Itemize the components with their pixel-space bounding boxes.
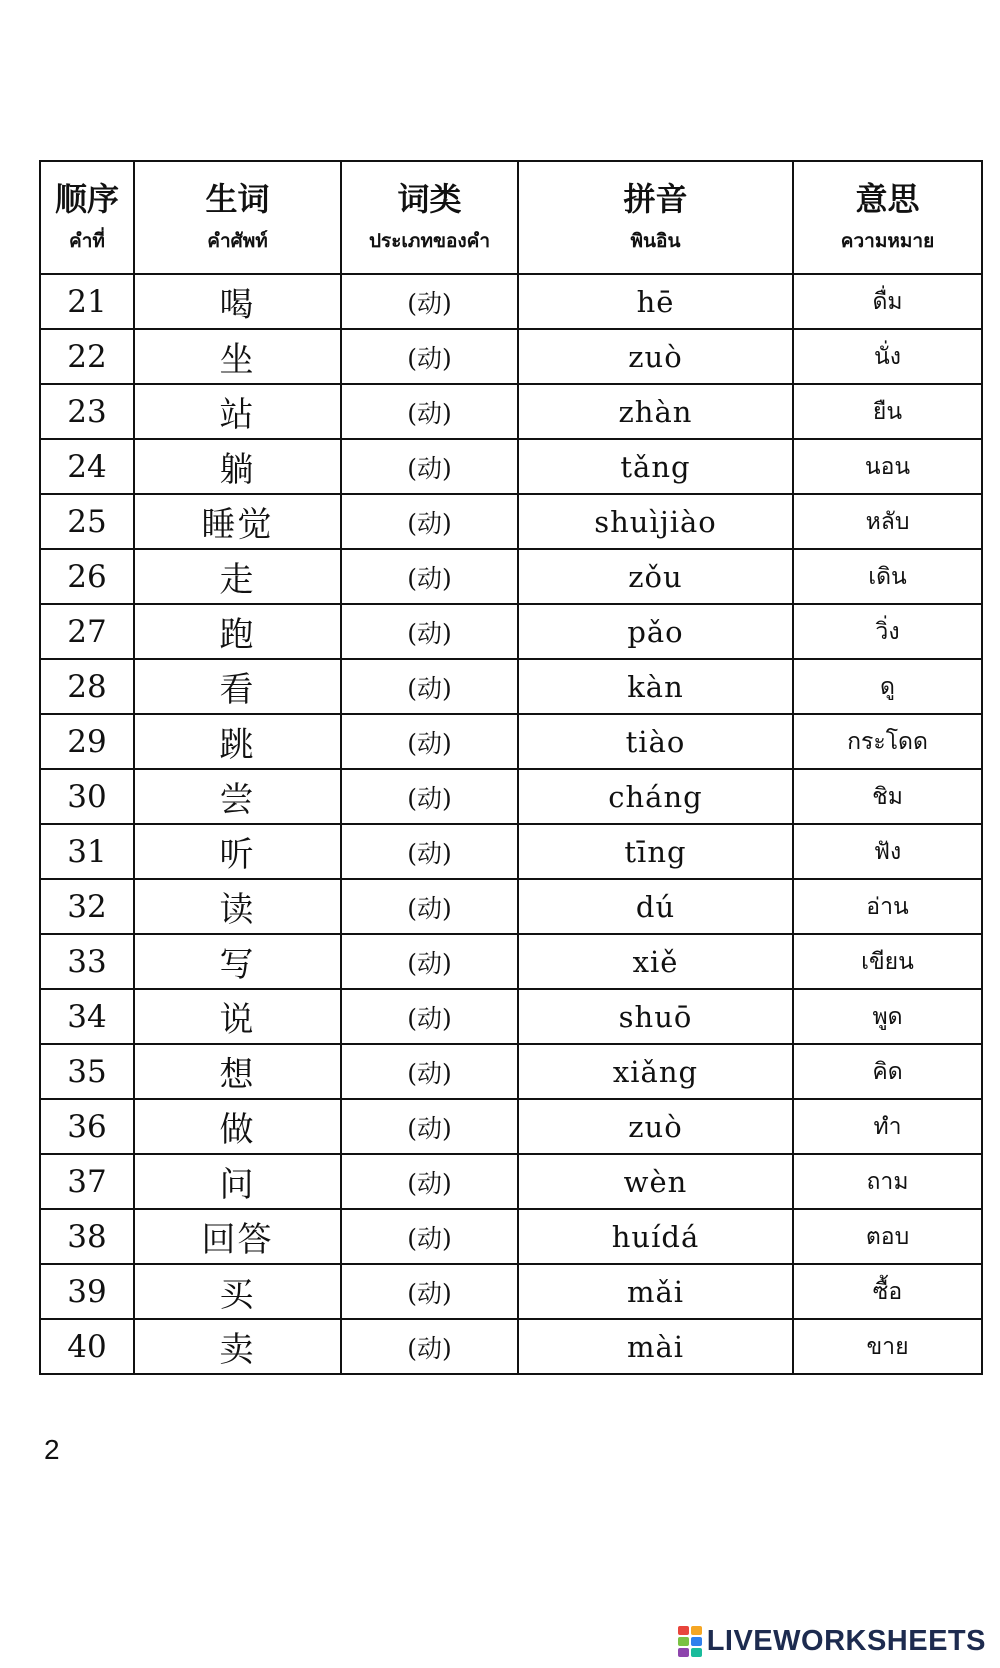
liveworksheets-logo-icon bbox=[678, 1626, 702, 1658]
row-pinyin: huídá bbox=[518, 1209, 793, 1264]
row-number: 25 bbox=[40, 494, 134, 549]
row-number: 34 bbox=[40, 989, 134, 1044]
row-pinyin: zhàn bbox=[518, 384, 793, 439]
row-number: 28 bbox=[40, 659, 134, 714]
row-part-of-speech: (动) bbox=[341, 1044, 518, 1099]
header-pinyin-cn: 拼音 bbox=[623, 179, 688, 218]
row-word: 跑 bbox=[134, 604, 341, 659]
row-meaning: พูด bbox=[793, 989, 982, 1044]
row-part-of-speech: (动) bbox=[341, 274, 518, 329]
row-number: 40 bbox=[40, 1319, 134, 1374]
row-word: 站 bbox=[134, 384, 341, 439]
table-header-row bbox=[40, 161, 982, 274]
row-part-of-speech: (动) bbox=[341, 1154, 518, 1209]
row-word: 走 bbox=[134, 549, 341, 604]
row-pinyin: hē bbox=[518, 274, 793, 329]
row-meaning: เดิน bbox=[793, 549, 982, 604]
row-number: 31 bbox=[40, 824, 134, 879]
row-part-of-speech: (动) bbox=[341, 494, 518, 549]
row-part-of-speech: (动) bbox=[341, 384, 518, 439]
row-word: 坐 bbox=[134, 329, 341, 384]
row-number: 36 bbox=[40, 1099, 134, 1154]
row-part-of-speech: (动) bbox=[341, 1264, 518, 1319]
row-pinyin: pǎo bbox=[518, 604, 793, 659]
row-number: 23 bbox=[40, 384, 134, 439]
row-pinyin: zǒu bbox=[518, 549, 793, 604]
row-pinyin: tǎng bbox=[518, 439, 793, 494]
row-meaning: เขียน bbox=[793, 934, 982, 989]
row-pinyin: kàn bbox=[518, 659, 793, 714]
row-number: 24 bbox=[40, 439, 134, 494]
table-row bbox=[40, 274, 982, 329]
table-row bbox=[40, 494, 982, 549]
row-meaning: คิด bbox=[793, 1044, 982, 1099]
row-meaning: ดื่ม bbox=[793, 274, 982, 329]
table-row bbox=[40, 714, 982, 769]
table-row bbox=[40, 934, 982, 989]
table-row bbox=[40, 439, 982, 494]
row-part-of-speech: (动) bbox=[341, 549, 518, 604]
row-part-of-speech: (动) bbox=[341, 934, 518, 989]
row-number: 39 bbox=[40, 1264, 134, 1319]
row-word: 读 bbox=[134, 879, 341, 934]
header-word-cn: 生词 bbox=[205, 179, 270, 218]
row-meaning: นอน bbox=[793, 439, 982, 494]
row-number: 22 bbox=[40, 329, 134, 384]
row-meaning: หลับ bbox=[793, 494, 982, 549]
row-meaning: นั่ง bbox=[793, 329, 982, 384]
header-pos-cn: 词类 bbox=[397, 179, 462, 218]
row-number: 21 bbox=[40, 274, 134, 329]
vocabulary-table bbox=[39, 160, 983, 1375]
row-word: 听 bbox=[134, 824, 341, 879]
row-part-of-speech: (动) bbox=[341, 1209, 518, 1264]
header-meaning bbox=[793, 161, 982, 274]
table-row bbox=[40, 879, 982, 934]
table-row bbox=[40, 1209, 982, 1264]
row-word: 看 bbox=[134, 659, 341, 714]
row-pinyin: shuìjiào bbox=[518, 494, 793, 549]
row-part-of-speech: (动) bbox=[341, 824, 518, 879]
row-part-of-speech: (动) bbox=[341, 989, 518, 1044]
row-word: 睡觉 bbox=[134, 494, 341, 549]
row-pinyin: dú bbox=[518, 879, 793, 934]
row-number: 27 bbox=[40, 604, 134, 659]
row-part-of-speech: (动) bbox=[341, 1099, 518, 1154]
row-part-of-speech: (动) bbox=[341, 714, 518, 769]
row-number: 30 bbox=[40, 769, 134, 824]
row-meaning: ตอบ bbox=[793, 1209, 982, 1264]
row-word: 回答 bbox=[134, 1209, 341, 1264]
brand-name: LIVEWORKSHEETS bbox=[706, 1625, 986, 1657]
header-meaning-th: ความหมาย bbox=[840, 229, 935, 252]
row-pinyin: xiǎng bbox=[518, 1044, 793, 1099]
row-part-of-speech: (动) bbox=[341, 439, 518, 494]
row-number: 37 bbox=[40, 1154, 134, 1209]
liveworksheets-brand[interactable] bbox=[678, 1625, 986, 1658]
table-row bbox=[40, 1264, 982, 1319]
row-word: 买 bbox=[134, 1264, 341, 1319]
table-row bbox=[40, 989, 982, 1044]
row-number: 38 bbox=[40, 1209, 134, 1264]
header-meaning-cn: 意思 bbox=[855, 179, 920, 218]
table-row bbox=[40, 1154, 982, 1209]
header-pinyin-th: พินอิน bbox=[630, 229, 681, 252]
row-word: 说 bbox=[134, 989, 341, 1044]
table-row bbox=[40, 659, 982, 714]
header-pos bbox=[341, 161, 518, 274]
header-order bbox=[40, 161, 134, 274]
row-number: 35 bbox=[40, 1044, 134, 1099]
row-part-of-speech: (动) bbox=[341, 769, 518, 824]
row-pinyin: wèn bbox=[518, 1154, 793, 1209]
row-pinyin: tīng bbox=[518, 824, 793, 879]
row-pinyin: xiě bbox=[518, 934, 793, 989]
row-part-of-speech: (动) bbox=[341, 604, 518, 659]
row-word: 跳 bbox=[134, 714, 341, 769]
row-word: 卖 bbox=[134, 1319, 341, 1374]
header-word-th: คำศัพท์ bbox=[207, 229, 268, 252]
row-pinyin: zuò bbox=[518, 1099, 793, 1154]
row-pinyin: zuò bbox=[518, 329, 793, 384]
row-meaning: ชิม bbox=[793, 769, 982, 824]
row-meaning: อ่าน bbox=[793, 879, 982, 934]
table-row bbox=[40, 549, 982, 604]
table-row bbox=[40, 329, 982, 384]
table-row bbox=[40, 604, 982, 659]
row-meaning: ยืน bbox=[793, 384, 982, 439]
header-order-th: คำที่ bbox=[69, 229, 105, 252]
row-word: 喝 bbox=[134, 274, 341, 329]
row-meaning: กระโดด bbox=[793, 714, 982, 769]
row-part-of-speech: (动) bbox=[341, 659, 518, 714]
header-word bbox=[134, 161, 341, 274]
row-pinyin: cháng bbox=[518, 769, 793, 824]
table-row bbox=[40, 769, 982, 824]
row-meaning: วิ่ง bbox=[793, 604, 982, 659]
row-meaning: ฟัง bbox=[793, 824, 982, 879]
row-word: 写 bbox=[134, 934, 341, 989]
table-row bbox=[40, 1044, 982, 1099]
row-pinyin: mài bbox=[518, 1319, 793, 1374]
row-meaning: ซื้อ bbox=[793, 1264, 982, 1319]
row-pinyin: tiào bbox=[518, 714, 793, 769]
table-row bbox=[40, 824, 982, 879]
table-row bbox=[40, 1319, 982, 1374]
row-part-of-speech: (动) bbox=[341, 329, 518, 384]
row-meaning: ดู bbox=[793, 659, 982, 714]
row-part-of-speech: (动) bbox=[341, 879, 518, 934]
row-number: 32 bbox=[40, 879, 134, 934]
row-word: 尝 bbox=[134, 769, 341, 824]
row-pinyin: mǎi bbox=[518, 1264, 793, 1319]
row-number: 33 bbox=[40, 934, 134, 989]
row-word: 做 bbox=[134, 1099, 341, 1154]
row-word: 问 bbox=[134, 1154, 341, 1209]
page-number: 2 bbox=[44, 1434, 60, 1465]
row-meaning: ขาย bbox=[793, 1319, 982, 1374]
row-meaning: ทำ bbox=[793, 1099, 982, 1154]
header-pinyin bbox=[518, 161, 793, 274]
header-pos-th: ประเภทของคำ bbox=[368, 229, 491, 252]
row-number: 26 bbox=[40, 549, 134, 604]
table-row bbox=[40, 384, 982, 439]
row-meaning: ถาม bbox=[793, 1154, 982, 1209]
row-part-of-speech: (动) bbox=[341, 1319, 518, 1374]
row-number: 29 bbox=[40, 714, 134, 769]
row-pinyin: shuō bbox=[518, 989, 793, 1044]
table-row bbox=[40, 1099, 982, 1154]
row-word: 想 bbox=[134, 1044, 341, 1099]
header-order-cn: 顺序 bbox=[54, 179, 119, 218]
row-word: 躺 bbox=[134, 439, 341, 494]
